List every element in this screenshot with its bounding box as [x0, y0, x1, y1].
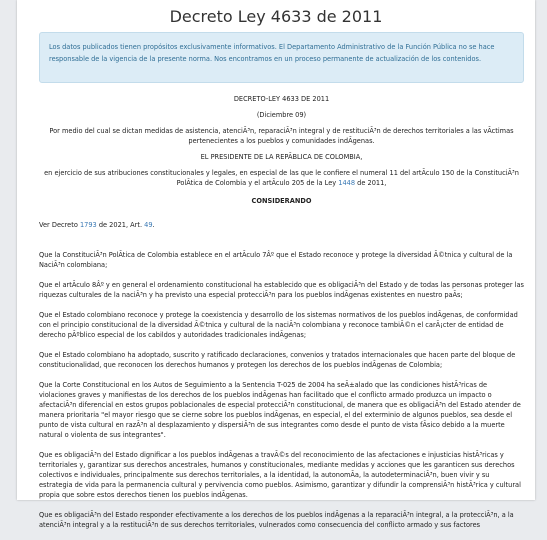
decree-date: (Diciembre 09) — [256, 111, 307, 119]
decree-president: EL PRESIDENTE DE LA REPÃBLICA DE COLOMBIA, — [200, 153, 363, 161]
page-title: Decreto Ley 4633 de 2011 — [169, 7, 383, 26]
powers-text-end: de 2011, — [355, 179, 387, 187]
considerando-paragraph: Que el Estado colombiano reconoce y protege la coexistencia y desarrollo de los sistemas normativos de los pueblos indÃgenas, de conformidad con el principio constitucional de la diversidad Ã©tnica y cultural de la naciÃ³n colombiana y reconoce tambiÃ©n el carÃ¡cter de entidad de derecho pÃºblico especial de los cabildos y autoridades tradicionales indÃgenas; — [39, 311, 518, 339]
considerando-paragraph: Que el artÃculo 8Âº y en general el ordenamiento constitucional ha establecido que es obligaciÃ³n del Estado y de todas las personas proteger las riquezas culturales de la naciÃ³n y ha previsto una especial protecciÃ³n para los pueblos indÃgenas existentes en nuestro paÃs; — [39, 281, 524, 299]
document-page — [17, 0, 535, 529]
considerando-paragraph: Que es obligaciÃ³n del Estado dignificar a los pueblos indÃgenas a travÃ©s del reconocimiento de las afectaciones e injusticias histÃ³ricas y territoriales y, garantizar sus derechos ancestrales, humanos y constitucionales, mediante medidas y acciones que les garanticen sus derechos colectivos e individuales, principalmente sus derechos territoriales, a la identidad, la autonomÃa, la autodeterminaciÃ³n, buen vivir y su estrategia de vida para la permanencia cultural y pervivencia como pueblos. Asimismo, garantizar y difundir la comprensiÃ³n histÃ³rica y cultural propia que sobre estos derechos tienen los pueblos indÃgenas. — [39, 451, 521, 499]
powers-text: en ejercicio de sus atribuciones constitucionales y legales, en especial de las que le confiere el numeral 11 del artÃculo 150 de la ConstituciÃ³n PolÃtica de Colombia y el artÃculo 205 de la Ley — [44, 169, 519, 187]
art-49-link[interactable]: 49 — [144, 221, 153, 229]
ver-text-mid: de 2021, Art. — [96, 221, 145, 229]
ver-text: Ver Decreto — [39, 221, 80, 229]
ver-text-end: . — [152, 221, 155, 229]
decreto-1793-link[interactable]: 1793 — [79, 221, 97, 229]
decree-heading: DECRETO-LEY 4633 DE 2011 — [233, 95, 330, 103]
decree-summary: Por medio del cual se dictan medidas de asistencia, atenciÃ³n, reparaciÃ³n integral y de restituciÃ³n de derechos territoriales a las vÃctimas pertenecientes a los pueblos y comunidades indÃgenas. — [49, 127, 514, 145]
decree-body — [39, 94, 524, 540]
considerando-paragraph: Que la Corte Constitucional en los Autos de Seguimiento a la Sentencia T-025 de 2004 ha seÃ±alado que las condiciones histÃ³ricas de violaciones graves y manifiestas de los derechos de los pueblos indÃgenas han facilitado que el conflicto armado produzca un impacto o afectaciÃ³n diferencial en estos grupos poblacionales de especial protecciÃ³n constitucional, de manera que es obligaciÃ³n del Estado atender de manera prioritaria "el mayor riesgo que se cierne sobre los pueblos indÃgenas, en especial, el del exterminio de algunos pueblos, sea desde el punto de vista cultural en razÃ³n al desplazamiento y dispersiÃ³n de sus integrantes como desde el punto de vista fÃsico debido a la muerte natural o violenta de sus integrantes". — [39, 381, 521, 439]
disclaimer-notice: Los datos publicados tienen propósitos exclusivamente informativos. El Departamento Administrativo de la Función Pública no se hace responsable de la vigencia de la presente norma. Nos encontramos en un proceso permanente de actualización de los contenidos. — [39, 32, 524, 83]
considerando-paragraph: Que es obligaciÃ³n del Estado responder efectivamente a los derechos de los pueblos indÃgenas a la reparaciÃ³n integral, a la protecciÃ³n, a la atenciÃ³n integral y a la restituciÃ³n de sus derechos territoriales, vulnerados como consecuencia del conflicto armado y sus factores — [39, 511, 514, 529]
considerando-paragraph: Que el Estado colombiano ha adoptado, suscrito y ratificado declaraciones, convenios y tratados internacionales que hacen parte del bloque de constitucionalidad, que reconocen los derechos humanos y protegen los derechos de los pueblos indÃgenas de Colombia; — [39, 351, 516, 369]
decree-powers — [39, 168, 524, 188]
ver-decreto-note — [39, 220, 524, 230]
considerando-heading: CONSIDERANDO — [251, 197, 312, 205]
ley-1448-link[interactable]: 1448 — [338, 179, 356, 187]
considerando-paragraph: Que la ConstituciÃ³n PolÃtica de Colombia establece en el artÃculo 7Âº que el Estado reconoce y protege la diversidad Ã©tnica y cultural de la NaciÃ³n colombiana; — [39, 251, 513, 269]
